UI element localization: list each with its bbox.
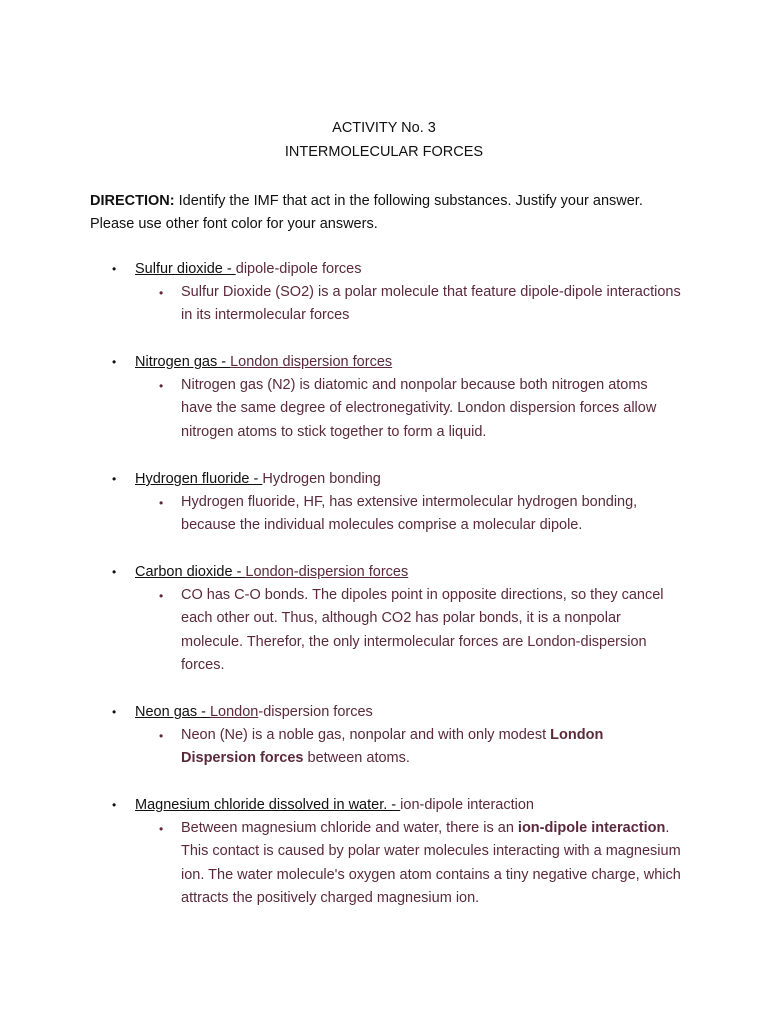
justification-text	[181, 724, 681, 771]
imf-answer: London dispersion forces	[230, 354, 393, 370]
substance-name: Magnesium chloride dissolved in water. -	[135, 797, 401, 813]
bullet-icon: •	[159, 729, 164, 743]
substance-name: Hydrogen fluoride -	[135, 471, 263, 487]
topic-title: INTERMOLECULAR FORCES	[284, 144, 484, 160]
substance-heading	[135, 258, 362, 281]
justification-part: between atoms.	[303, 750, 410, 767]
imf-answer: London-dispersion forces	[245, 564, 409, 580]
substance-heading	[135, 701, 373, 724]
justification-emphasis: ion-dipole interaction	[517, 820, 666, 836]
bullet-icon: •	[112, 355, 117, 369]
justification-text	[181, 817, 681, 910]
bullet-icon: •	[112, 798, 117, 812]
bullet-icon: •	[112, 262, 117, 276]
justification-text: CO has C-O bonds. The dipoles point in opposite directions, so they cancel each other out. Thus, although CO2 has polar bonds, it is a nonpolar molecule. Therefor, the only intermolecular forces are London-dispersion forces.	[181, 587, 664, 673]
bullet-icon: •	[112, 565, 117, 579]
bullet-icon: •	[159, 379, 164, 393]
direction-text: Identify the IMF that act in the following substances. Justify your answer. Please use other font color for your answers.	[90, 193, 643, 232]
justification-text: Hydrogen fluoride, HF, has extensive intermolecular hydrogen bonding, because the individual molecules comprise a molecular dipole.	[181, 494, 638, 534]
activity-title: ACTIVITY No. 3	[332, 120, 436, 136]
imf-answer-rest: -dispersion forces	[258, 704, 373, 720]
imf-answer: dipole-dipole forces	[235, 261, 362, 277]
direction-paragraph	[90, 190, 690, 236]
bullet-icon: •	[159, 286, 164, 300]
justification-emphasis: London Dispersion forces	[181, 727, 604, 767]
justification-text: Nitrogen gas (N2) is diatomic and nonpolar because both nitrogen atoms have the same degree of electronegativity. London dispersion forces allow nitrogen atoms to stick together to form a liquid.	[181, 377, 657, 440]
justification-part: Between magnesium chloride and water, there is an	[181, 820, 518, 836]
bullet-icon: •	[112, 472, 117, 486]
substance-name: Neon gas -	[135, 704, 210, 720]
bullet-icon: •	[159, 589, 164, 603]
substance-heading	[135, 561, 408, 584]
substance-heading	[135, 468, 381, 491]
substance-name: Carbon dioxide -	[135, 564, 246, 580]
bullet-icon: •	[159, 822, 164, 836]
imf-answer: Hydrogen bonding	[262, 471, 381, 487]
justification-part: Neon (Ne) is a noble gas, nonpolar and with only modest	[181, 727, 551, 743]
substance-heading	[135, 351, 392, 374]
justification-text: Sulfur Dioxide (SO2) is a polar molecule that feature dipole-dipole interactions in its intermolecular forces	[181, 284, 681, 324]
substance-name: Nitrogen gas -	[135, 354, 231, 370]
bullet-icon: •	[112, 705, 117, 719]
substance-name: Sulfur dioxide -	[135, 261, 236, 277]
direction-label: DIRECTION:	[90, 193, 175, 209]
imf-answer: ion-dipole interaction	[400, 797, 534, 813]
justification-part: . This contact is caused by polar water molecules interacting with a magnesium ion. The water molecule's oxygen atom contains a tiny negative charge, which attracts the positively charged magnesium ion.	[181, 820, 681, 906]
imf-answer-underlined: London	[209, 704, 259, 720]
substance-heading	[135, 794, 534, 817]
bullet-icon: •	[159, 496, 164, 510]
